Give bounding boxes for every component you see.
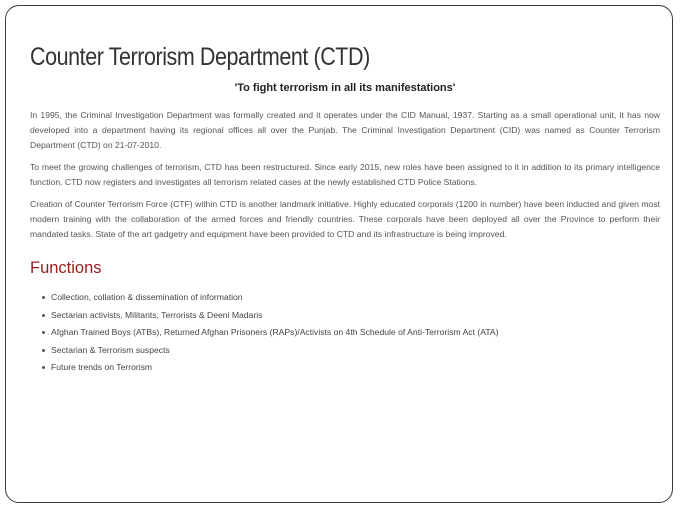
page-title: Counter Terrorism Department (CTD) [30, 43, 370, 71]
intro-paragraph: In 1995, the Criminal Investigation Department was formally created and it operates under the CID Manual, 1937. Starting as a small operational unit, it has now developed into a department having its regional offices all over the Punjab. The Criminal Investigation Department (CID) was named as Counter Terrorism Department (CTD) on 21-07-2010. [30, 110, 660, 150]
tagline: 'To fight terrorism in all its manifestations' [234, 82, 456, 94]
bullet-icon [42, 331, 45, 334]
list-item [42, 289, 660, 307]
bullet-icon [42, 296, 45, 299]
bullet-icon [42, 366, 45, 369]
functions-list [30, 289, 660, 377]
functions-heading: Functions [30, 259, 102, 277]
list-item-text: Future trends on Terrorism [51, 362, 153, 373]
list-item [42, 342, 660, 360]
list-item-text: Sectarian & Terrorism suspects [51, 344, 170, 355]
ctf-paragraph: Creation of Counter Terrorism Force (CTF) within CTD is another landmark initiative. Highly educated corporals (1200 in number) have been inducted and given most modern training with the collaboration of the armed forces and friendly countries. These corporals have been deployed all over the Province to perform their mandated tasks. State of the art gadgetry and equipment have been provided to CTD and its infrastructure is being improved. [30, 199, 660, 239]
list-item [42, 359, 660, 377]
list-item-text: Afghan Trained Boys (ATBs), Returned Afghan Prisoners (RAPs)/Activists on 4th Schedule of Anti-Terrorism Act (ATA) [51, 327, 499, 338]
restructure-paragraph: To meet the growing challenges of terrorism, CTD has been restructured. Since early 2015, new roles have been assigned to it in addition to its primary intelligence function. CTD now registers and investigates all terrorism related cases at the newly established CTD Police Stations. [30, 162, 660, 187]
bullet-icon [42, 349, 45, 352]
bullet-icon [42, 314, 45, 317]
list-item [42, 324, 660, 342]
slide-frame [5, 5, 673, 503]
list-item-text: Collection, collation & dissemination of information [51, 292, 243, 302]
list-item [42, 307, 660, 325]
list-item-text: Sectarian activists, Militants, Terrorists & Deeni Madaris [51, 309, 263, 320]
page-content [30, 42, 660, 377]
